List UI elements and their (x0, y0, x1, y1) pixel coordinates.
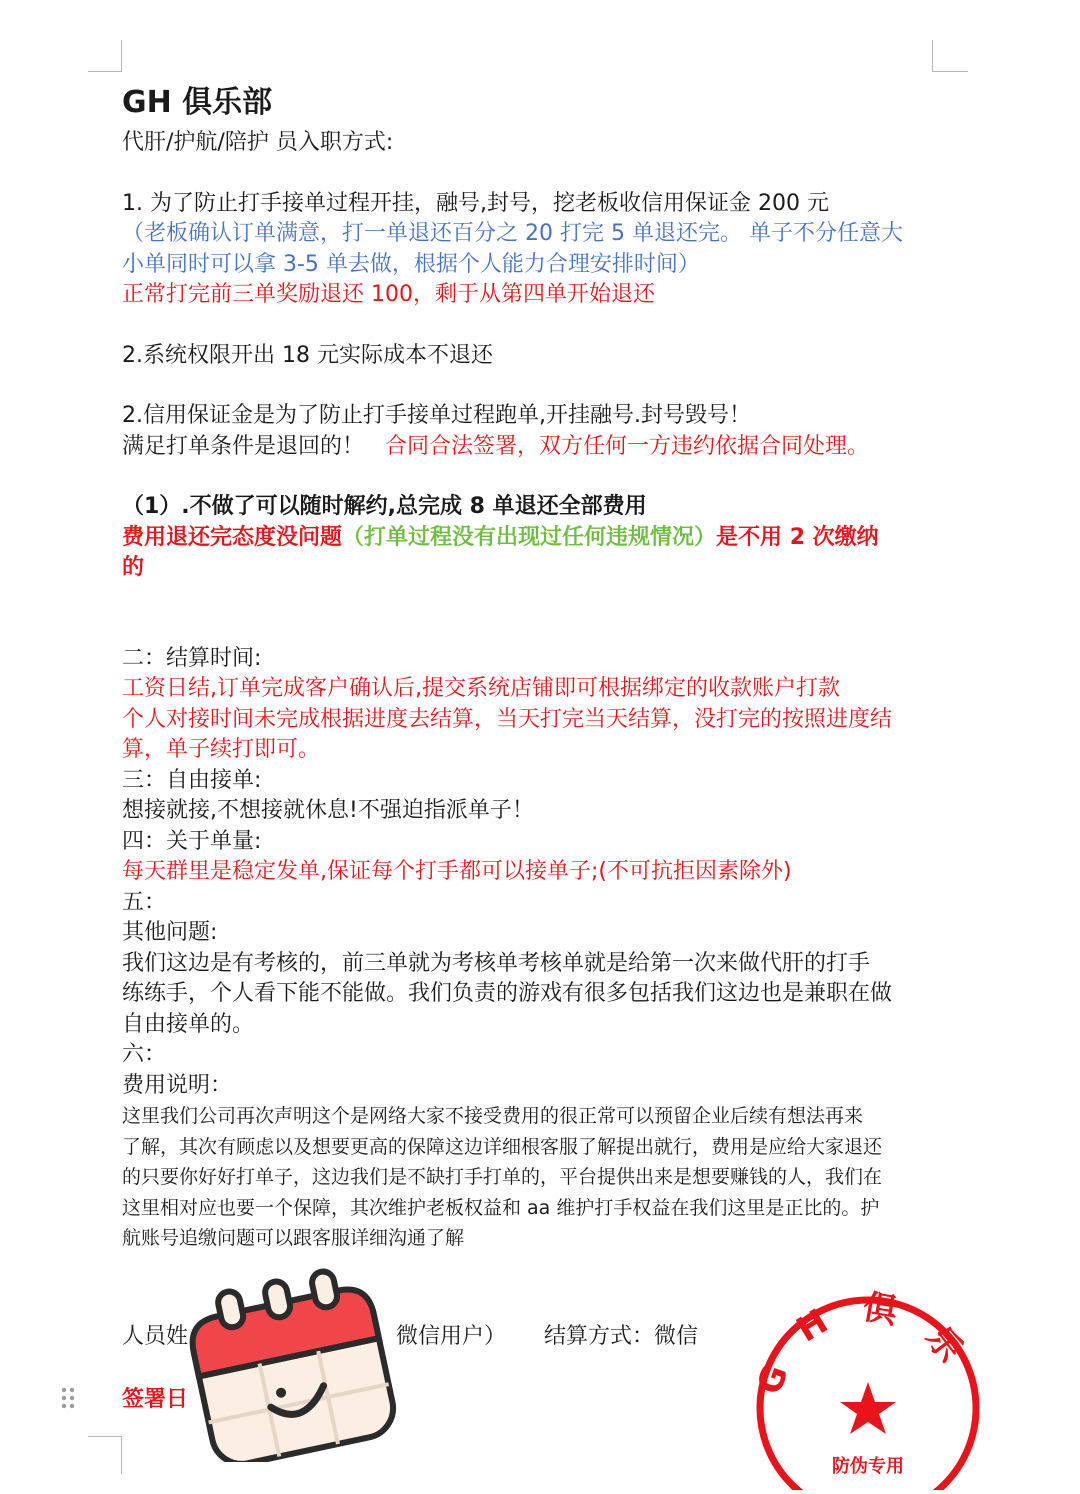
svg-text:G H 俱 乐 部: G H 俱 乐 (749, 1290, 977, 1400)
doc-subtitle: 代肝/护航/陪护 员入职方式: (122, 130, 394, 155)
crop-mark-tr-h (932, 71, 968, 72)
section4-line2 (122, 523, 942, 554)
settle-line1: 工资日结,订单完成客户确认后,提交系统店铺即可根据绑定的收款账户打款 (122, 676, 840, 701)
section4-red-a: 费用退还完态度没问题 (122, 524, 343, 550)
section4-red-b: 是不用 2 次缴纳 (716, 524, 879, 550)
settle-line2: 个人对接时间未完成根据进度去结算，当天打完当天结算，没打完的按照进度结 (122, 706, 893, 732)
section3-line2-red: 合同合法签署，双方任何一方违约依据合同处理。 (385, 433, 870, 459)
section2-line: 2.系统权限开出 18 元实际成本不退还 (122, 342, 493, 368)
settlement-method-label: 结算方式：微信 (544, 1324, 699, 1349)
doc-title: GH 俱乐部 (122, 85, 273, 120)
calendar-sticker-icon (182, 1262, 402, 1466)
crop-mark-tl-v (121, 40, 122, 72)
fee-line4: 这里相对应也要一个保障，其次维护老板权益和 aa 维护打手权益在我们这里是正比的。护 (122, 1196, 880, 1219)
free-title: 三：自由接单: (122, 767, 262, 793)
section4-green: （打单过程没有出现过任何违规情况） (342, 524, 717, 550)
company-seal-stamp (748, 1290, 988, 1494)
section1-line4: 正常打完前三单奖励退还 100，剩于从第四单开始退还 (122, 282, 655, 307)
other-title: 其他问题: (122, 920, 218, 945)
volume-line1: 每天群里是稳定发单,保证每个打手都可以接单子;(不可抗拒因素除外) (122, 859, 792, 884)
fee-line2: 了解，其次有顾虑以及想要更高的保障这边详细根客服了解提出就行，费用是应给大家退还 (122, 1135, 883, 1158)
fee-line1: 这里我们公司再次声明这个是网络大家不接受费用的很正常可以预留企业后续有想法再来 (122, 1105, 864, 1127)
section-five: 五： (122, 889, 167, 915)
free-line1: 想接就接,不想接就休息!不强迫指派单子！ (122, 798, 534, 823)
svg-text:防伪专用: 防伪专用 (832, 1456, 904, 1477)
wechat-user-label: 微信用户） (396, 1324, 507, 1349)
section3-line2-black: 满足打单条件是退回的！ (122, 433, 365, 459)
crop-mark-tr-v (932, 40, 933, 72)
section-six: 六： (122, 1042, 167, 1067)
section1-line2: （老板确认订单满意，打一单退还百分之 20 打完 5 单退还完。 单子不分任意大 (122, 221, 903, 246)
other-line2: 练练手，个人看下能不能做。我们负责的游戏有很多包括我们这边也是兼职在做 (122, 981, 893, 1006)
section4-line3: 的 (122, 555, 145, 580)
fee-line5: 航账号追缴问题可以跟客服详细沟通了解 (122, 1227, 465, 1249)
section4-line1: （1）.不做了可以随时解约,总完成 8 单退还全部费用 (122, 494, 647, 519)
fee-line3: 的只要你好好打单子，这边我们是不缺打手打单的，平台提供出来是想要赚钱的人，我们在 (122, 1166, 883, 1188)
document-body (122, 78, 942, 1254)
sign-date-label: 签署日 (122, 1387, 189, 1412)
drag-handle-icon[interactable] (60, 1386, 76, 1414)
settle-title: 二：结算时间: (122, 645, 262, 671)
section1-line1: 1. 为了防止打手接单过程开挂，融号,封号，挖老板收信用保证金 200 元 (122, 190, 829, 216)
other-line3: 自由接单的。 (122, 1011, 255, 1037)
section3-line1: 2.信用保证金是为了防止打手接单过程跑单,开挂融号.封号毁号！ (122, 403, 751, 428)
fee-title: 费用说明： (122, 1072, 233, 1098)
section3-line2 (122, 432, 942, 463)
crop-mark-bl-h (88, 1436, 122, 1437)
crop-mark-bl-v (121, 1436, 122, 1474)
staff-name-label: 人员姓 (122, 1324, 189, 1349)
section1-line3: 小单同时可以拿 3-5 单去做，根据个人能力合理安排时间） (122, 251, 700, 277)
crop-mark-tl-h (88, 71, 122, 72)
other-line1: 我们这边是有考核的，前三单就为考核单考核单就是给第一次来做代肝的打手 (122, 950, 871, 976)
volume-title: 四：关于单量: (122, 828, 262, 854)
settle-line3: 算，单子续打即可。 (122, 737, 321, 762)
